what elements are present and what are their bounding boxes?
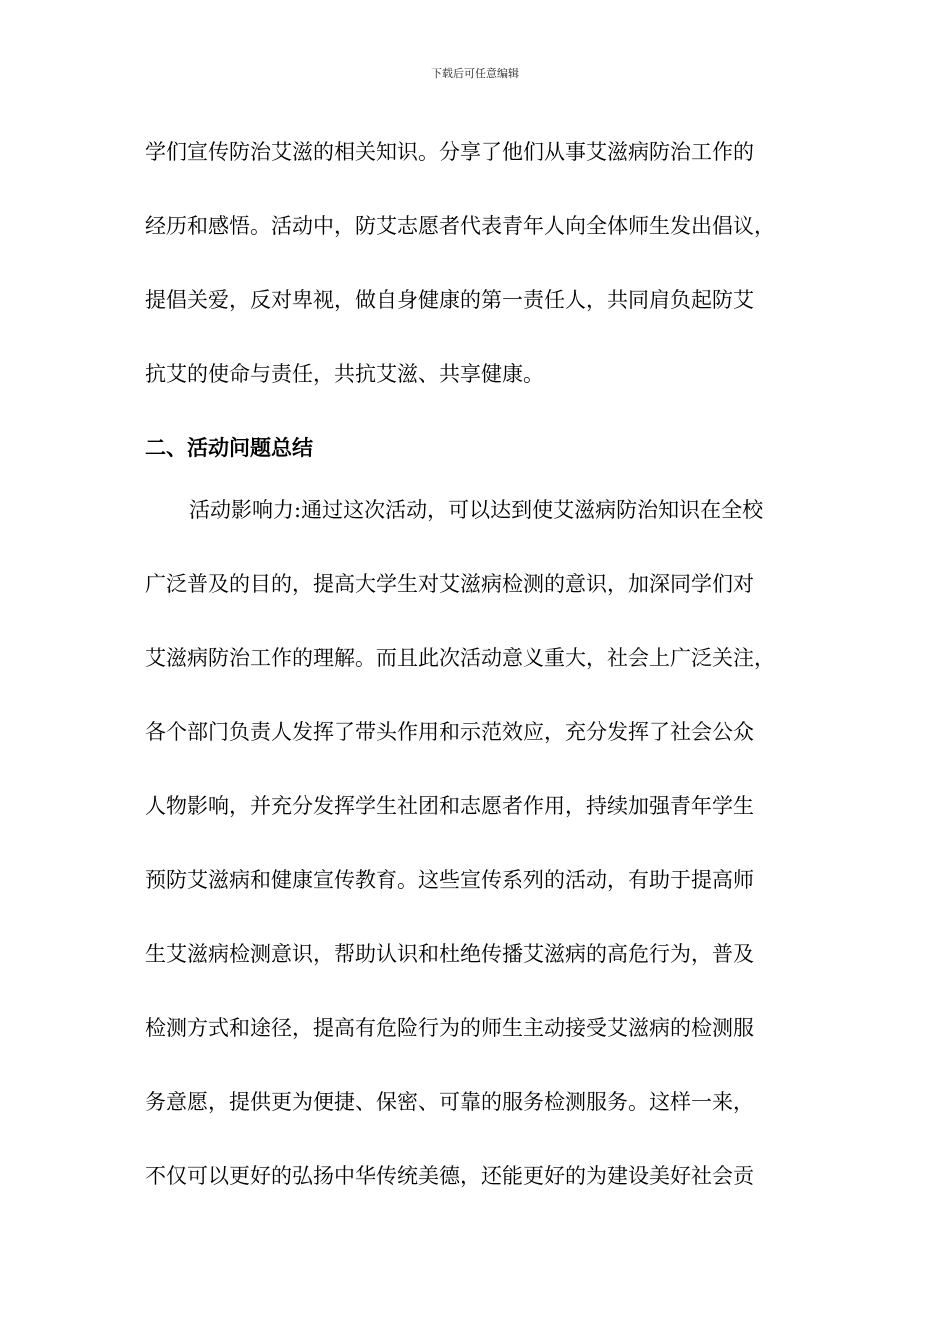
body-text-line: 艾滋病防治工作的理解。而且此次活动意义重大，社会上广泛关注， bbox=[145, 646, 775, 670]
body-text-line: 学们宣传防治艾滋的相关知识。分享了他们从事艾滋病防治工作的 bbox=[145, 140, 754, 164]
body-text-line: 各个部门负责人发挥了带头作用和示范效应，充分发挥了社会公众 bbox=[145, 720, 754, 744]
body-text-line: 检测方式和途径，提高有危险行为的师生主动接受艾滋病的检测服 bbox=[145, 1016, 754, 1040]
body-text-line: 经历和感悟。活动中，防艾志愿者代表青年人向全体师生发出倡议， bbox=[145, 214, 775, 238]
body-text-line: 不仅可以更好的弘扬中华传统美德，还能更好的为建设美好社会贡 bbox=[145, 1164, 754, 1188]
page-header: 下载后可任意编辑 bbox=[431, 67, 519, 80]
document-body bbox=[145, 130, 825, 1228]
body-text-line: 人物影响，并充分发挥学生社团和志愿者作用，持续加强青年学生 bbox=[145, 794, 754, 818]
body-text-line: 抗艾的使命与责任，共抗艾滋、共享健康。 bbox=[145, 362, 544, 386]
body-text-line: 务意愿，提供更为便捷、保密、可靠的服务检测服务。这样一来， bbox=[145, 1090, 754, 1114]
section-heading: 二、活动问题总结 bbox=[145, 435, 313, 460]
body-text-line: 预防艾滋病和健康宣传教育。这些宣传系列的活动，有助于提高师 bbox=[145, 868, 754, 892]
body-text-line: 活动影响力:通过这次活动，可以达到使艾滋病防治知识在全校 bbox=[189, 498, 764, 522]
body-text-line: 生艾滋病检测意识，帮助认识和杜绝传播艾滋病的高危行为，普及 bbox=[145, 942, 754, 966]
body-text-line: 提倡关爱，反对卑视，做自身健康的第一责任人，共同肩负起防艾 bbox=[145, 288, 754, 312]
body-text-line: 广泛普及的目的，提高大学生对艾滋病检测的意识，加深同学们对 bbox=[145, 572, 754, 596]
